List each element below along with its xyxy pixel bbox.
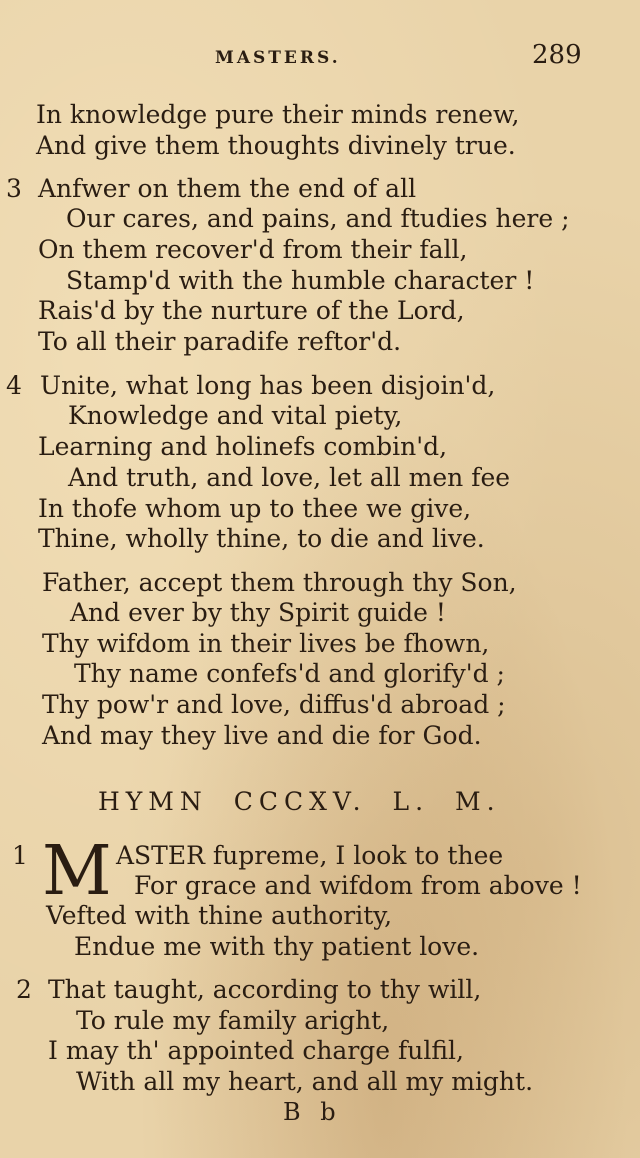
verse-line: ASTER fupreme, I look to thee	[116, 841, 504, 870]
signature-mark: B b	[283, 1098, 342, 1126]
verse-number: 4	[6, 371, 22, 400]
verse-line: Father, accept them through thy Son,	[42, 568, 517, 597]
verse-line: Our cares, and pains, and ftudies here ;	[66, 204, 570, 233]
verse-number: 2	[16, 975, 32, 1004]
verse-line: Thy wifdom in their lives be fhown,	[42, 629, 490, 658]
verse-line: I may th' appointed charge fulfil,	[48, 1036, 464, 1065]
verse-line: To rule my family aright,	[76, 1006, 390, 1035]
page-number: 289	[532, 40, 582, 70]
verse-line: Rais'd by the nurture of the Lord,	[38, 296, 465, 325]
drop-cap: M	[42, 832, 112, 911]
hymn-heading: HYMN CCCXV. L. M.	[98, 787, 501, 816]
verse-line: And may they live and die for God.	[42, 721, 482, 750]
verse-line: That taught, according to thy will,	[48, 975, 482, 1004]
verse-line: Unite, what long has been disjoin'd,	[40, 371, 496, 400]
verse-line: Vefted with thine authority,	[46, 901, 393, 930]
verse-line: In knowledge pure their minds renew,	[36, 100, 520, 129]
running-header: MASTERS.	[215, 48, 341, 68]
verse-line: With all my heart, and all my might.	[76, 1067, 534, 1096]
verse-line: To all their paradife reftor'd.	[38, 327, 402, 356]
verse-line: Thy name confefs'd and glorify'd ;	[74, 659, 505, 688]
verse-line: Learning and holinefs combin'd,	[38, 432, 448, 461]
verse-line: Stamp'd with the humble character !	[66, 266, 535, 295]
verse-line: Anfwer on them the end of all	[38, 174, 417, 203]
verse-line: And ever by thy Spirit guide !	[70, 598, 446, 627]
verse-line: In thofe whom up to thee we give,	[38, 494, 472, 523]
verse-line: Thy pow'r and love, diffus'd abroad ;	[42, 690, 506, 719]
verse-line: Knowledge and vital piety,	[68, 401, 403, 430]
verse-line: And truth, and love, let all men fee	[68, 463, 511, 492]
verse-line: For grace and wifdom from above !	[134, 871, 582, 900]
verse-line: And give them thoughts divinely true.	[36, 131, 516, 160]
verse-number: 1	[12, 841, 28, 870]
verse-number: 3	[6, 174, 22, 203]
verse-line: On them recover'd from their fall,	[38, 235, 468, 264]
verse-line: Thine, wholly thine, to die and live.	[38, 524, 485, 553]
verse-line: Endue me with thy patient love.	[74, 932, 480, 961]
